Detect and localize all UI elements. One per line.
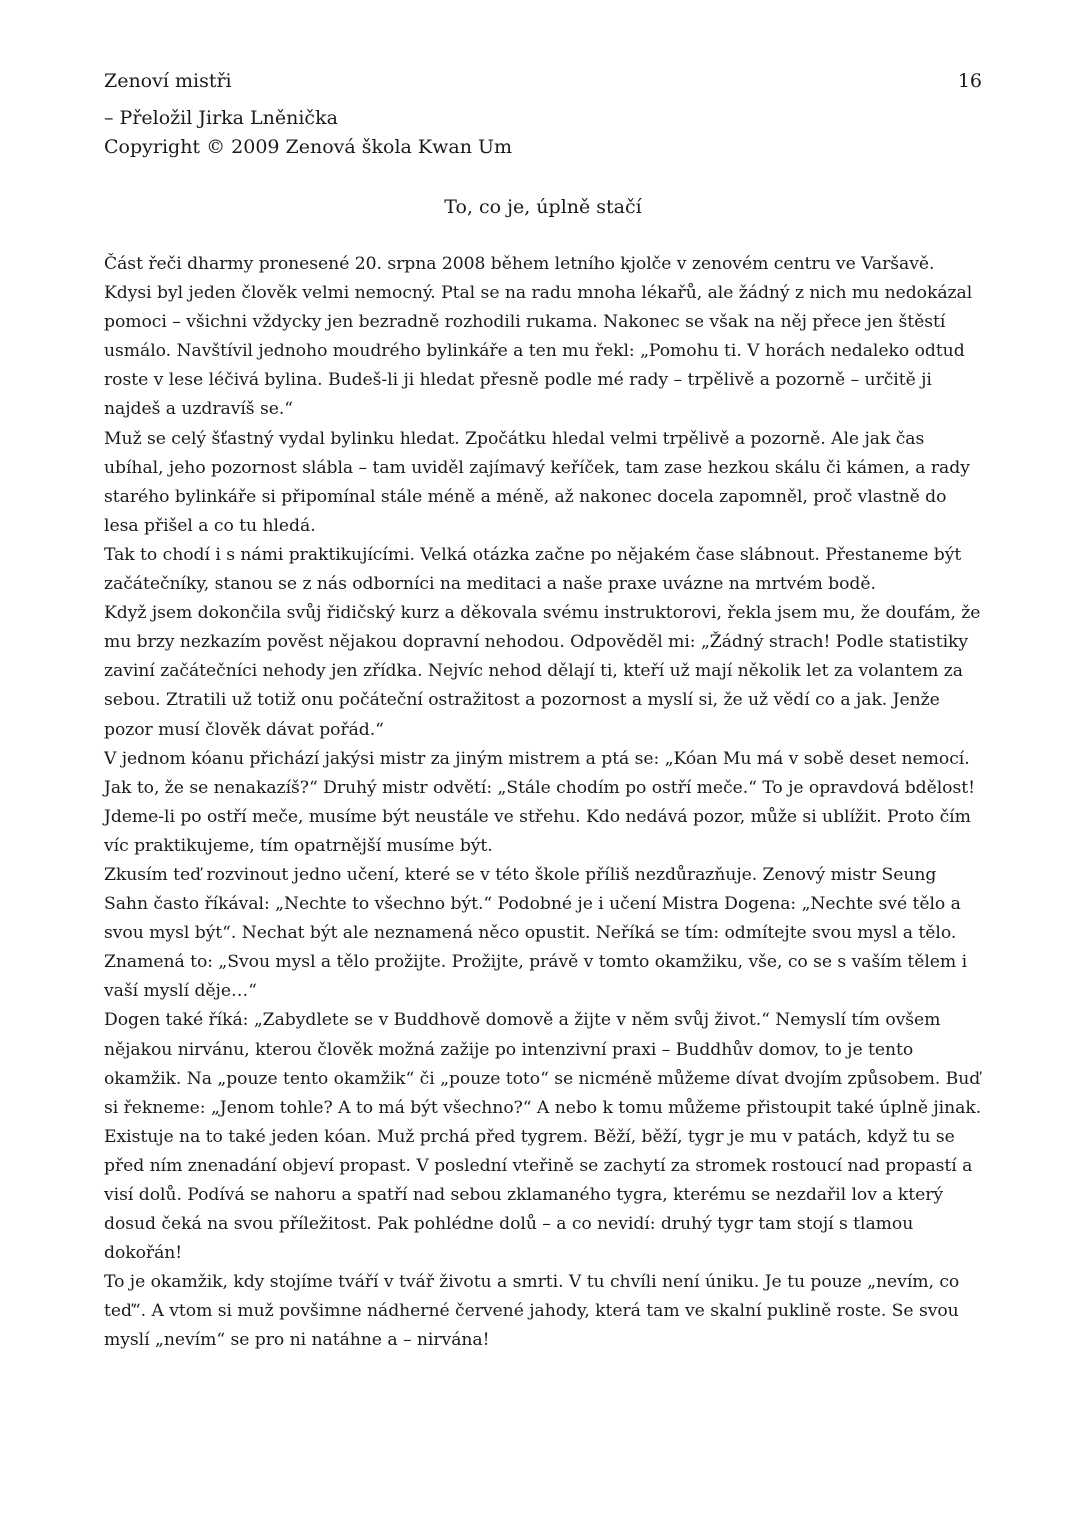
- paragraph: Dogen také říká: „Zabydlete se v Buddhově domově a žijte v něm svůj život.“ Nemyslí tím ovšem nějakou nirvánu, kterou člověk možná zažije po intenzivní praxi – Buddhův domov, to je tento okamžik. Na „pouze tento okamžik“ či „pouze toto“ se nicméně můžeme dívat dvojím způsobem. Buď si řekneme: „Jenom tohle? A to má být všechno?“ A nebo k tomu můžeme přistoupit také úplně jinak.: [104, 1010, 982, 1118]
- credits: [104, 104, 512, 162]
- running-header: [104, 66, 982, 96]
- paragraph: Kdysi byl jeden člověk velmi nemocný. Ptal se na radu mnoha lékařů, ale žádný z nich mu nedokázal pomoci – všichni vždycky jen bezradně rozhodili rukama. Nakonec se však na něj přece jen štěstí usmálo. Navštívil jednoho moudrého bylinkáře a ten mu řekl: „Pomohu ti. V horách nedaleko odtud roste v lese léčivá bylina. Budeš-li ji hledat přesně podle mé rady – trpělivě a pozorně – určitě ji najdeš a uzdravíš se.“: [104, 283, 973, 420]
- article-body: [104, 250, 982, 1356]
- paragraph: V jednom kóanu přichází jakýsi mistr za jiným mistrem a ptá se: „Kóan Mu má v sobě deset nemocí. Jak to, že se nenakazíš?“ Druhý mistr odvětí: „Stále chodím po ostří meče.“ To je opravdová bdělost! Jdeme-li po ostří meče, musíme být neustále ve střehu. Kdo nedává pozor, může si ublížit. Proto čím víc praktikujeme, tím opatrnější musíme být.: [104, 748, 975, 856]
- paragraph: Zkusím teď rozvinout jedno učení, které se v této škole příliš nezdůrazňuje. Zenový mistr Seung Sahn často říkával: „Nechte to všechno být.“ Podobné je i učení Mistra Dogena: „Nechte své tělo a svou mysl být“. Nechat být ale neznamená něco opustit. Neříká se tím: odmítejte svou mysl a tělo. Znamená to: „Svou mysl a tělo prožijte. Prožijte, právě v tomto okamžiku, vše, co se s vaším tělem i vaší myslí děje…“: [104, 864, 968, 1002]
- paragraph-closing: To je okamžik, kdy stojíme tváří v tvář životu a smrti. V tu chvíli není úniku. Je tu pouze „nevím, co teď“. A vtom si muž povšimne nádherné červené jahody, která tam ve skalní puklině roste. Se svou myslí „nevím“ se pro ni natáhne a – nirvána!: [104, 1272, 960, 1351]
- paragraph-intro: Část řeči dharmy pronesené 20. srpna 2008 během letního kjolče v zenovém centru ve Varšavě.: [104, 254, 935, 274]
- copyright-notice: Copyright © 2009 Zenová škola Kwan Um: [104, 136, 512, 158]
- paragraph: Muž se celý šťastný vydal bylinku hledat. Zpočátku hledal velmi trpělivě a pozorně. Ale jak čas ubíhal, jeho pozornost slábla – tam uviděl zajímavý keříček, tam zase hezkou skálu či kámen, a rady starého bylinkáře si připomínal stále méně a méně, až nakonec docela zapomněl, proč vlastně do lesa přišel a co tu hledá.: [104, 428, 970, 536]
- paragraph: Když jsem dokončila svůj řidičský kurz a děkovala svému instruktorovi, řekla jsem mu, že doufám, že mu brzy nezkazím pověst nějakou dopravní nehodou. Odpověděl mi: „Žádný strach! Podle statistiky zaviní začátečníci nehody jen zřídka. Nejvíc nehod dělají ti, kteří už mají několik let za volantem za sebou. Ztratili už totiž onu počáteční ostražitost a pozornost a myslí si, že už vědí co a jak. Jenže pozor musí člověk dávat pořád.“: [104, 603, 981, 740]
- paragraph: Existuje na to také jeden kóan. Muž prchá před tygrem. Běží, běží, tygr je mu v patách, když tu se před ním znenadání objeví propast. V poslední vteřině se zachytí za stromek rostoucí nad propastí a visí dolů. Podívá se nahoru a spatří nad sebou zklamaného tygra, kterému se nezdařil lov a který dosud čeká na svou příležitost. Pak pohlédne dolů – a co nevidí: druhý tygr tam stojí s tlamou dokořán!: [104, 1126, 973, 1264]
- paragraph: Tak to chodí i s námi praktikujícími. Velká otázka začne po nějakém čase slábnout. Přestaneme být začátečníky, stanou se z nás odborníci na meditaci a naše praxe uvázne na mrtvém bodě.: [104, 544, 962, 595]
- article-title: To, co je, úplně stačí: [444, 196, 642, 218]
- page-number: 16: [957, 70, 982, 92]
- book-title: Zenoví mistři: [104, 70, 232, 92]
- translator-credit: – Přeložil Jirka Lněnička: [104, 107, 338, 129]
